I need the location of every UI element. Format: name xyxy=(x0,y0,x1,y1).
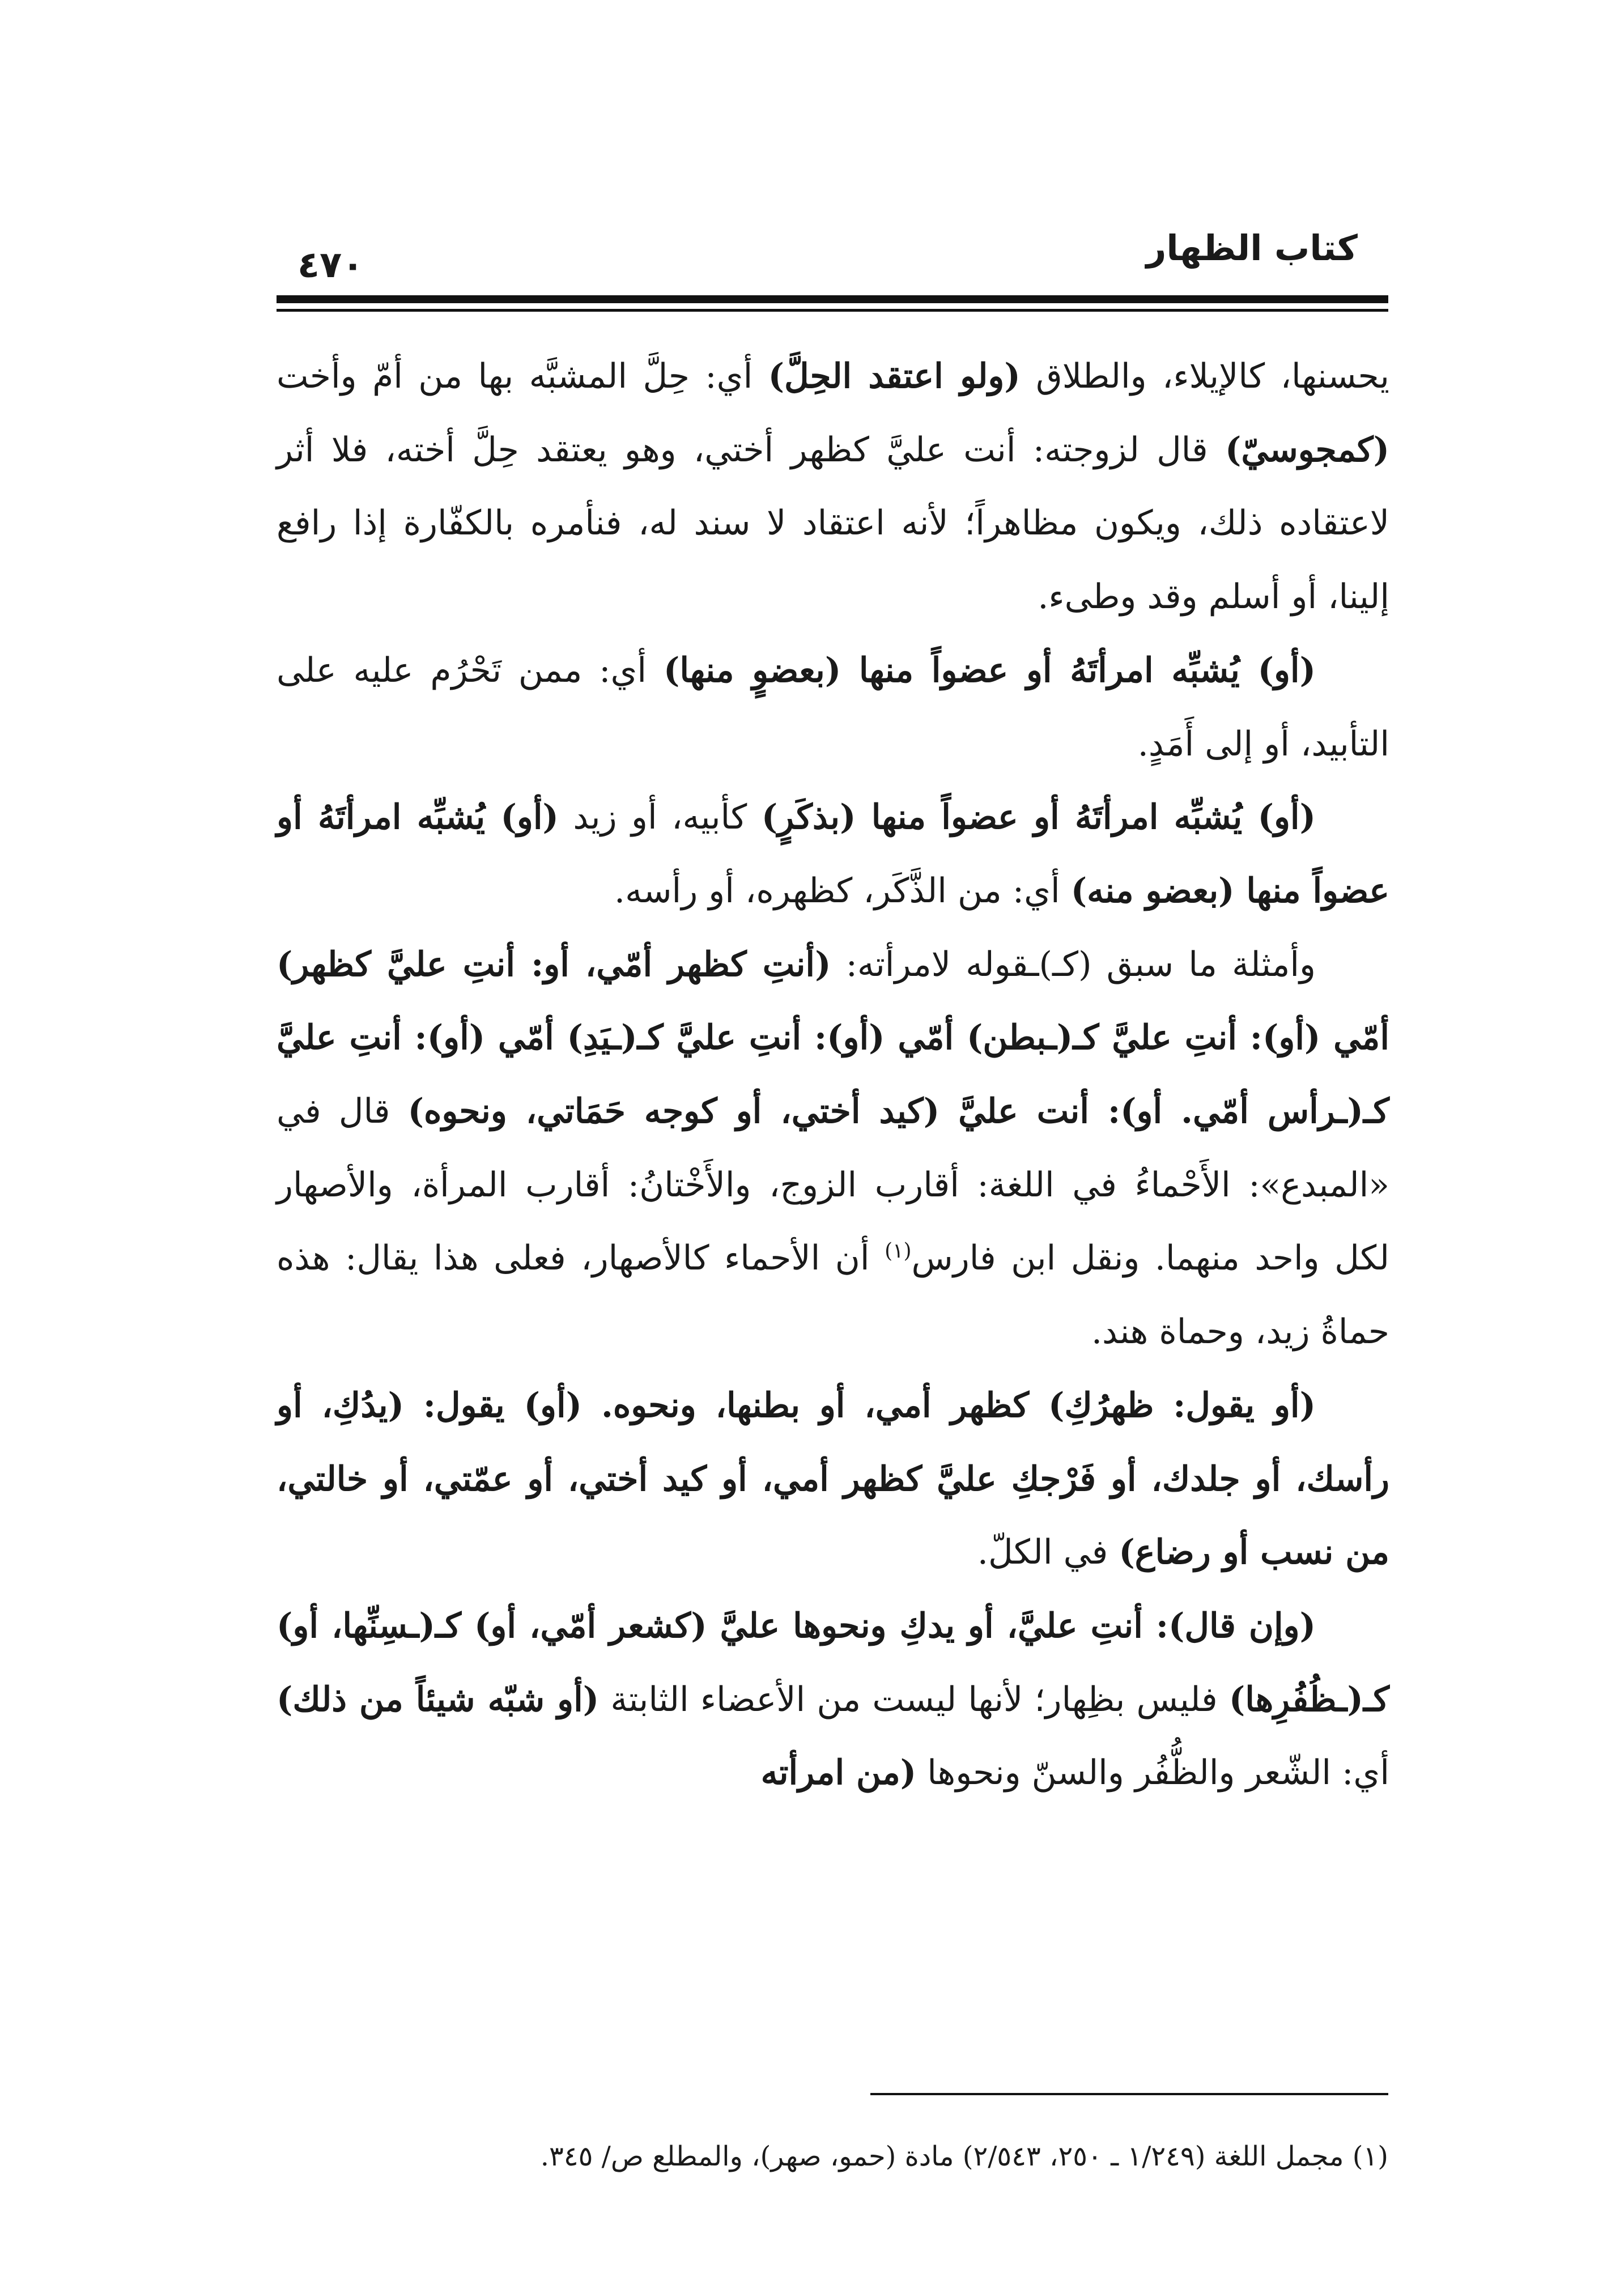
paragraph-5: (أو يقول: ظهرُكِ) كظهر أمي، أو بطنها، ونحوه. (أو) يقول: (يدُكِ، أو رأسك، أو جلدك، أو فَرْجكِ عليَّ كظهر أمي، أو كيد أختي، أو عمّتي، أو خالتي، من نسب أو رضاع) في الكلّ. xyxy=(277,1385,1389,1573)
main-text xyxy=(277,340,1389,1810)
running-header-title: كتاب الظهار xyxy=(1146,227,1358,269)
paragraph-3: (أو) يُشبِّه امرأتَهُ أو عضواً منها (بذكَرٍ) كأبيه، أو زيد (أو) يُشبِّه امرأتَهُ أو عضواً منها (بعضو منه) أي: من الذَّكَر، كظهره، أو رأسه. xyxy=(277,797,1389,911)
footnote-ref: (١) xyxy=(885,1239,912,1263)
footnote-separator xyxy=(870,2093,1388,2095)
header-rule-thin xyxy=(277,309,1388,312)
paragraph-6: (وإن قال): أنتِ عليَّ، أو يدكِ ونحوها عليَّ (كشعر أمّي، أو) كـ(ـسِنِّها، أو) كـ(ـظُفُرِها) فليس بظِهار؛ لأنها ليست من الأعضاء الثابتة (أو شبّه شيئاً من ذلك) أي: الشّعر والظُّفُر والسنّ ونحوها (من امرأته xyxy=(277,1606,1390,1793)
footnote: (١) مجمل اللغة (١/٢٤٩ ـ ٢٥٠، ٢/٥٤٣) مادة (حمو، صهر)، والمطلع ص/ ٣٤٥. xyxy=(540,2141,1388,2172)
page-number: ٤٧٠ xyxy=(297,244,364,286)
paragraph-4: وأمثلة ما سبق (كـ)ـقوله لامرأته: (أنتِ كظهر أمّي، أو: أنتِ عليَّ كظهر) أمّي (أو): أنتِ عليَّ كـ(ـبطن) أمّي (أو): أنتِ عليَّ كـ(ـيَدِ) أمّي (أو): أنتِ عليَّ كـ(ـرأس أمّي. أو): أنت عليَّ (كيد أختي، أو كوجه حَمَاتي، ونحوه) قال في «المبدع»: الأَحْماءُ في اللغة: أقارب الزوج، والأَخْتانُ: أقارب المرأة، والأصهار لكل واحد منهما. ونقل ابن فارس$^{(١)}$ أن الأحماء كالأصهار، فعلى هذا يقال: هذه حماةُ زيد، وحماة هند. xyxy=(277,944,1389,1352)
paragraph-1: يحسنها، كالإيلاء، والطلاق (ولو اعتقد الحِلَّ) أي: حِلَّ المشبَّه بها من أمّ وأخت (كمجوسيّ) قال لزوجته: أنت عليَّ كظهر أختي، وهو يعتقد حِلَّ أخته، فلا أثر لاعتقاده ذلك، ويكون مظاهراً؛ لأنه اعتقاد لا سند له، فنأمره بالكفّارة إذا رافع إلينا، أو أسلم وقد وطىء. xyxy=(277,356,1389,617)
header-rule-thick xyxy=(277,295,1388,303)
paragraph-2: (أو) يُشبِّه امرأتَهُ أو عضواً منها (بعضوٍ منها) أي: ممن تَحْرُم عليه على التأبيد، أو إلى أَمَدٍ. xyxy=(277,650,1389,764)
